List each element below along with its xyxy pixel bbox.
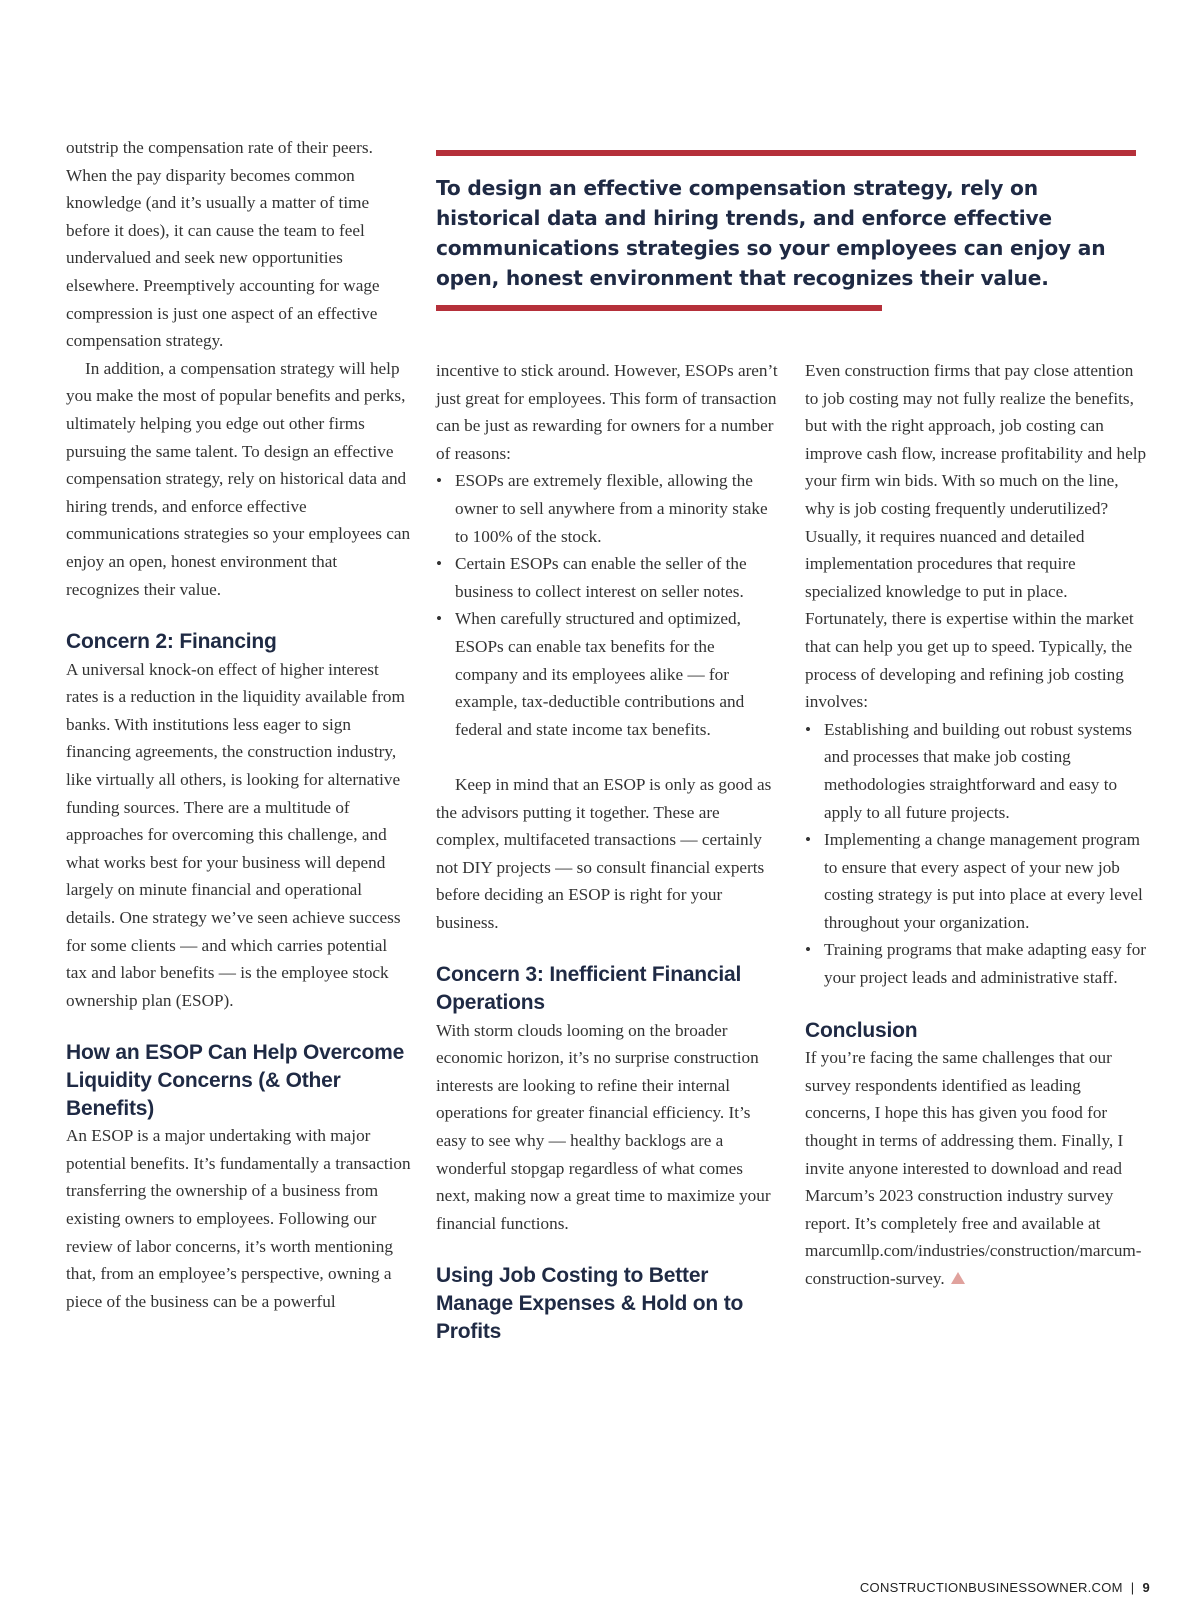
body-paragraph: An ESOP is a major undertaking with major potential benefits. It’s fundamentally a transaction transferring the ownership of a business from existing owners to employees. Following our review of labor concerns, it’s worth mentioning that, from an employee’s perspective, owning a piece of the business can be a powerful [66, 1126, 411, 1311]
pull-quote-bottom-rule [436, 305, 882, 311]
page-number: 9 [1142, 1580, 1150, 1595]
pull-quote [436, 150, 1136, 311]
section-heading-conclusion: Conclusion [805, 1018, 918, 1042]
body-paragraph: Keep in mind that an ESOP is only as good as the advisors putting it together. These are complex, multifaceted transactions — certainly not DIY projects — so consult financial experts before deciding an ESOP is right for your business. [436, 774, 772, 932]
list-item: • Certain ESOPs can enable the seller of the business to collect interest on seller notes. [436, 550, 781, 605]
body-paragraph: incentive to stick around. However, ESOPs aren’t just great for employees. This form of transaction can be just as rewarding for owners for a number of reasons: [436, 361, 778, 463]
body-paragraph-conclusion [805, 1044, 1150, 1292]
article-column-3 [805, 357, 1150, 1293]
list-item: • Training programs that make adapting easy for your project leads and administrative staff. [805, 936, 1150, 991]
body-paragraph: With storm clouds looming on the broader economic horizon, it’s no surprise construction interests are looking to refine their internal operations for greater financial efficiency. It’s easy to see why — healthy backlogs are a wonderful stopgap regardless of what comes next, making now a great time to maximize your financial functions. [436, 1020, 771, 1233]
job-costing-steps-list [805, 716, 1150, 992]
list-item: • Implementing a change management program to ensure that every aspect of your new job costing strategy is put into place at every level throughout your organization. [805, 826, 1150, 936]
body-paragraph: Even construction firms that pay close attention to job costing may not fully realize the benefits, but with the right approach, job costing can improve cash flow, increase profitability and help your firm win bids. With so much on the line, why is job costing frequently underutilized? Usually, it requires nuanced and detailed implementation procedures that require specialized knowledge to put in place. Fortunately, there is expertise within the market that can help you get up to speed. Typically, the process of developing and refining job costing involves: [805, 361, 1147, 712]
body-paragraph: outstrip the compensation rate of their peers. When the pay disparity becomes common knowledge (and it’s usually a matter of time before it does), it can cause the team to feel undervalued and seek new opportunities elsewhere. Preemptively accounting for wage compression is just one aspect of an effective compensation strategy. [66, 138, 380, 351]
list-item: • ESOPs are extremely flexible, allowing the owner to sell anywhere from a minority stake to 100% of the stock. [436, 467, 781, 550]
body-paragraph: A universal knock-on effect of higher interest rates is a reduction in the liquidity available from banks. With institutions less eager to sign financing agreements, the construction industry, like virtually all others, is looking for alternative funding sources. There are a multitude of approaches for overcoming this challenge, and what works best for your business will depend largely on minute financial and operational details. One strategy we’ve seen achieve success for some clients — and which carries potential tax and labor benefits — is the employee stock ownership plan (ESOP). [66, 659, 405, 1010]
esop-benefits-list [436, 467, 781, 743]
page-footer [860, 1580, 1150, 1596]
section-heading-esop: How an ESOP Can Help Overcome Liquidity Concerns (& Other Benefits) [66, 1041, 405, 1120]
body-paragraph: In addition, a compensation strategy will help you make the most of popular benefits and perks, ultimately helping you edge out other firms pursuing the same talent. To design an effective compensation strategy, rely on historical data and hiring trends, and enforce effective communications strategies so your employees can enjoy an open, honest environment that recognizes their value. [66, 358, 411, 599]
pull-quote-top-rule [436, 150, 1136, 156]
conclusion-text: If you’re facing the same challenges that our survey respondents identified as leading concerns, I hope this has given you food for thought in terms of addressing them. Finally, I invite anyone interested to download and read Marcum’s 2023 construction industry survey report. It’s completely free and available at marcumllp.com/industries/construction/marcum-construction-survey. [805, 1048, 1142, 1288]
list-item: • When carefully structured and optimized, ESOPs can enable tax benefits for the company and its employees alike — for example, tax-deductible contributions and federal and state income tax benefits. [436, 605, 781, 743]
section-heading-financing: Concern 2: Financing [66, 630, 277, 654]
section-heading-job-costing: Using Job Costing to Better Manage Expenses & Hold on to Profits [436, 1264, 744, 1343]
footer-site-name: CONSTRUCTIONBUSINESSOWNER.COM [859, 1580, 1123, 1595]
list-item: • Establishing and building out robust systems and processes that make job costing methodologies straightforward and easy to apply to all future projects. [805, 716, 1150, 826]
pull-quote-text: To design an effective compensation strategy, rely on historical data and hiring trends, and enforce effective communications strategies so your employees can enjoy an open, honest environment that recognizes their value. [436, 176, 1106, 290]
article-column-1 [66, 134, 411, 1315]
article-column-2 [436, 357, 781, 1345]
footer-separator: | [1130, 1580, 1135, 1595]
section-heading-operations: Concern 3: Inefficient Financial Operations [436, 963, 742, 1015]
end-of-article-triangle-icon [951, 1272, 965, 1284]
